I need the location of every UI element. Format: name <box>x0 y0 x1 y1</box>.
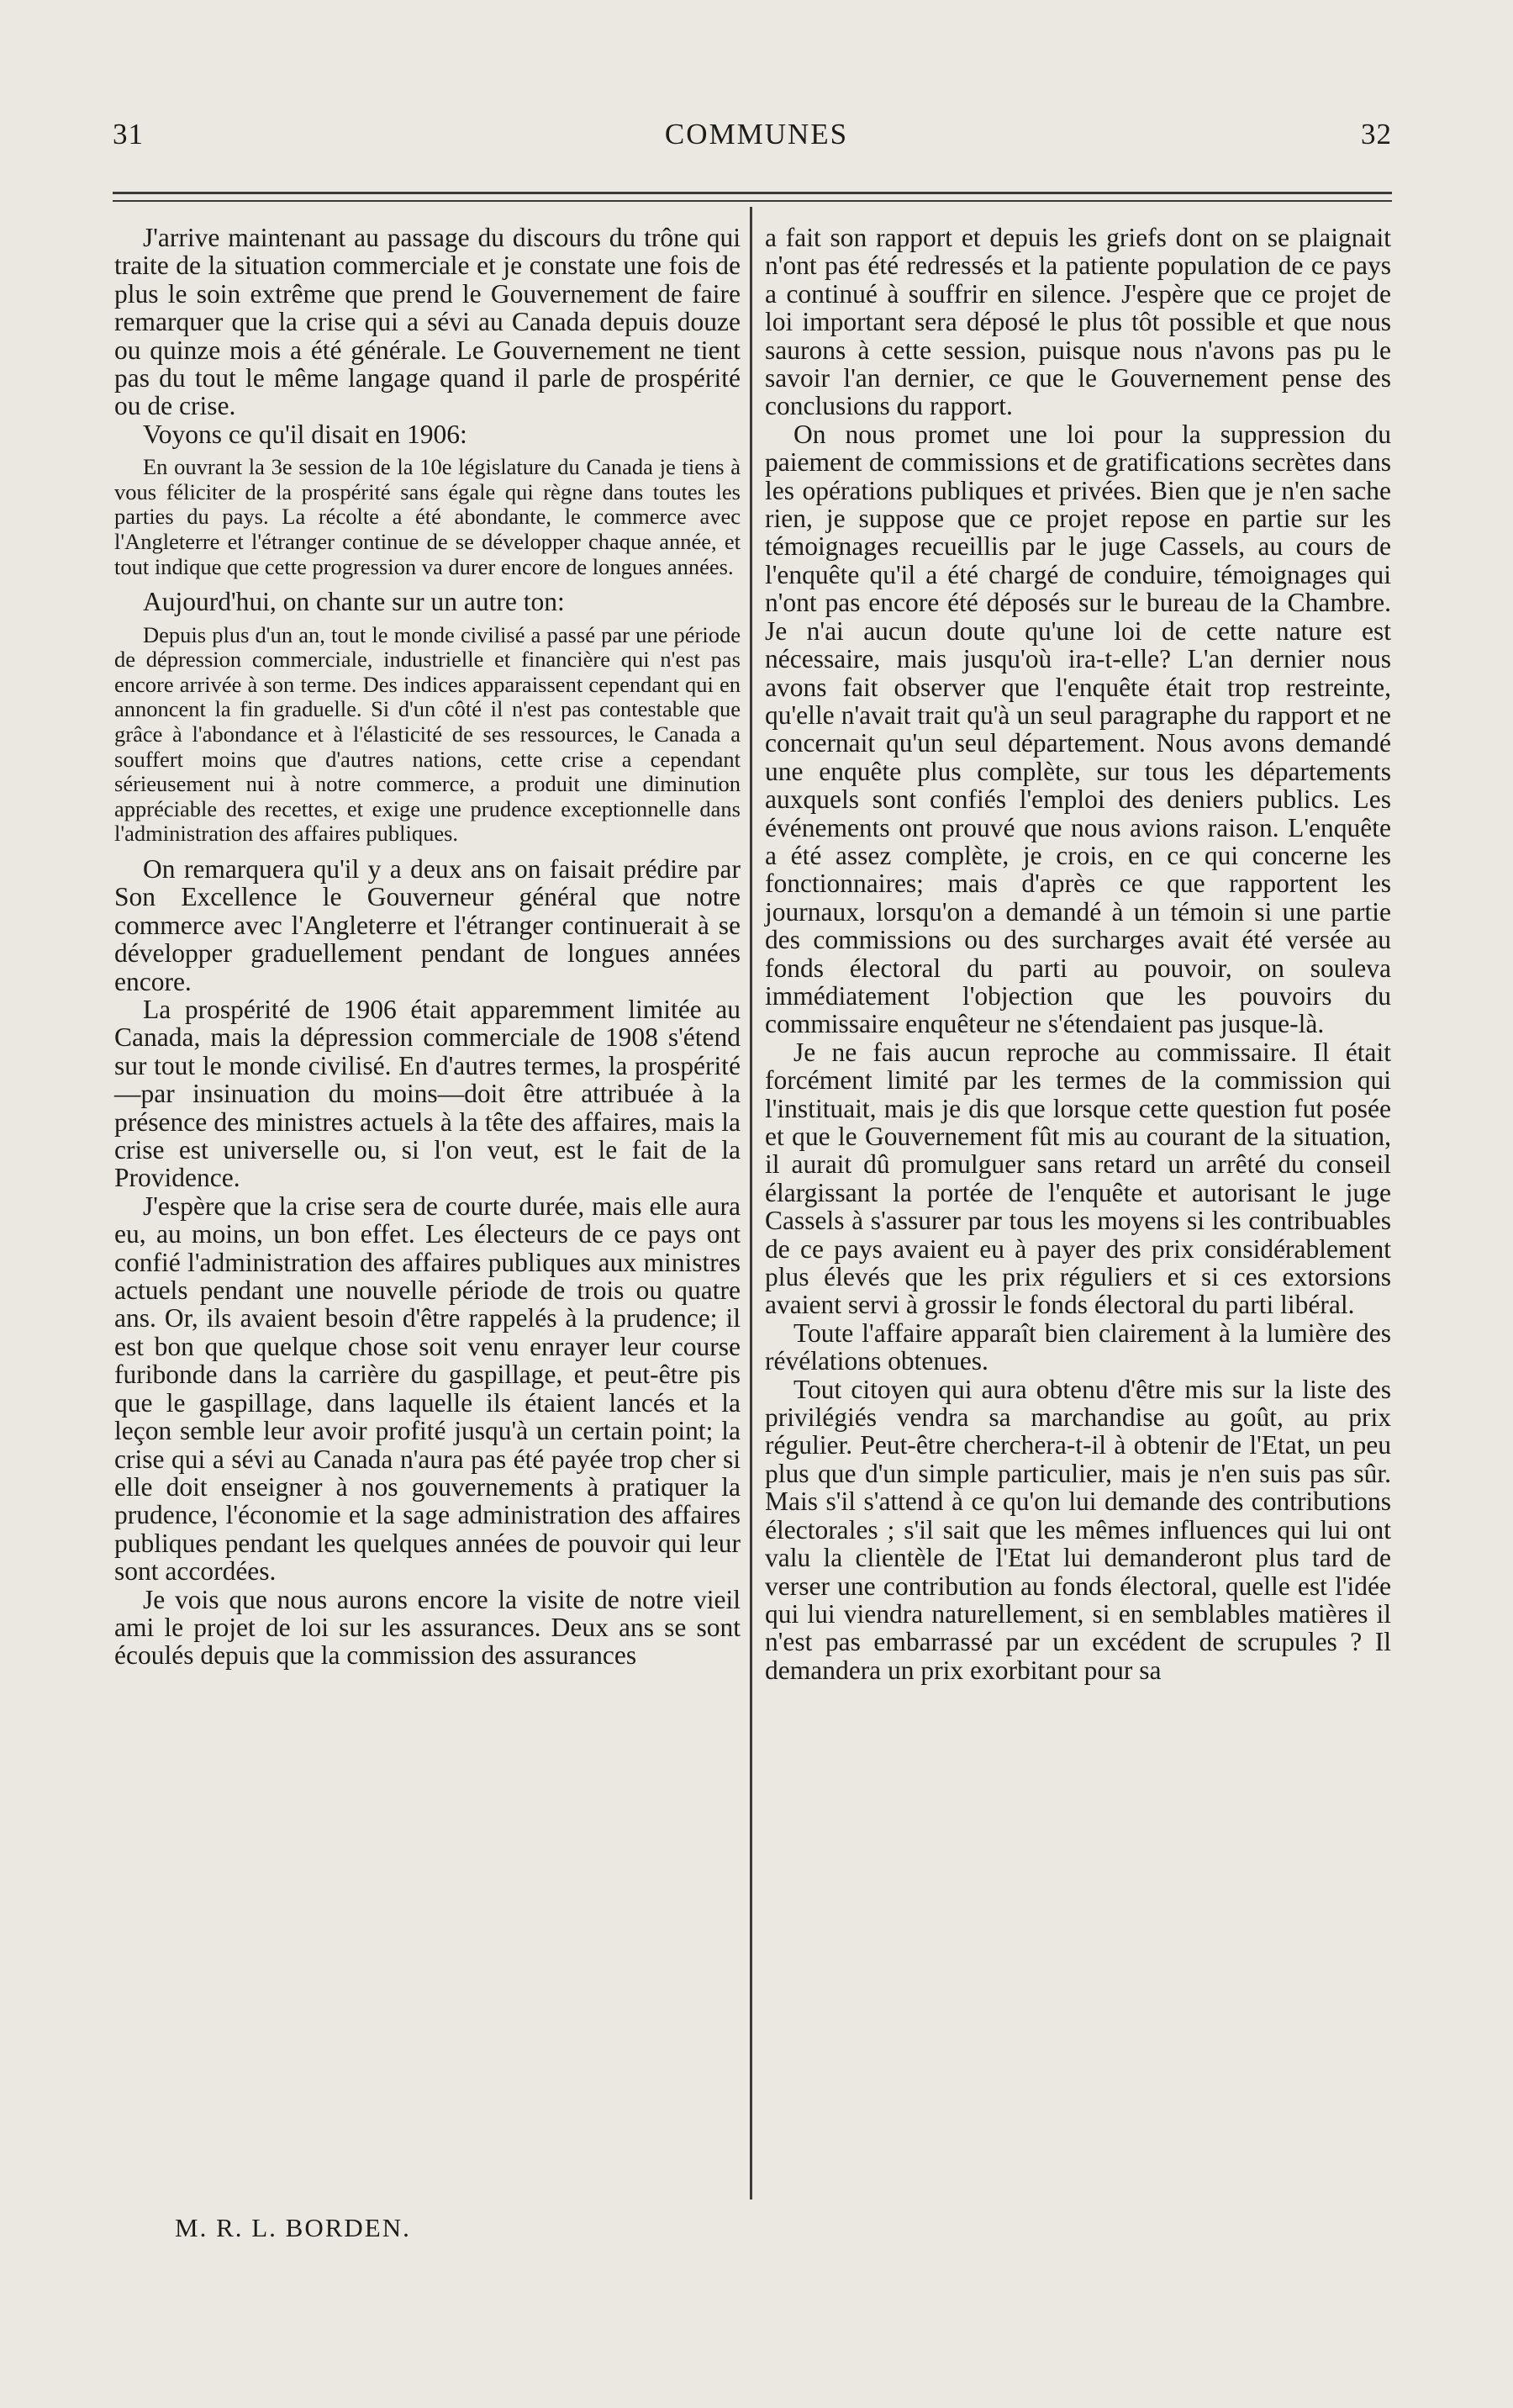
page-number-right: 32 <box>1361 118 1392 150</box>
block-quote <box>114 623 741 847</box>
paragraph: Tout citoyen qui aura obtenu d'être mis sur la liste des privilégiés vendra sa marchandise au goût, au prix régulier. Peut-être cherchera-t-il à obtenir de l'Etat, un peu plus que d'un simple particulier, mais je n'en suis pas sûr. Mais s'il s'attend à ce qu'on lui demande des contributions électorales ; s'il sait que les mêmes influences qui lui ont valu la clientèle de l'Etat lui demanderont plus tard de verser une contribution au fonds électoral, quelle est l'idée qui lui viendra naturellement, si en semblables matières il n'est pas embarrassé par un excédent de scrupules ? Il demandera un prix exorbitant pour sa <box>765 1374 1391 1685</box>
right-column <box>765 224 1391 1684</box>
paragraph: Je vois que nous aurons encore la visite de notre vieil ami le projet de loi sur les assurances. Deux ans se sont écoulés depuis que la commission des assurances <box>114 1584 741 1671</box>
paragraph: J'arrive maintenant au passage du discours du trône qui traite de la situation commerciale et je constate une fois de plus le soin extrême que prend le Gouvernement de faire remarquer que la crise qui a sévi au Canada depuis douze ou quinze mois a été générale. Le Gouvernement ne tient pas du tout le même langage quand il parle de prospérité ou de crise. <box>114 223 741 421</box>
left-column <box>114 224 741 1670</box>
paragraph: La prospérité de 1906 était apparemment limitée au Canada, mais la dépression commerciale de 1908 s'étend sur tout le monde civilisé. En d'autres termes, la prospérité —par insinuation du moins—doit être attribuée à la présence des ministres actuels à la tête des affaires, mais la crise est universelle ou, si l'on veut, est le fait de la Providence. <box>114 995 741 1193</box>
paragraph: On remarquera qu'il y a deux ans on faisait prédire par Son Excellence le Gouverneur général que notre commerce avec l'Angleterre et l'étranger continuerait à se développer graduellement pendant de longues années encore. <box>114 853 741 996</box>
column-divider <box>750 207 752 2199</box>
paragraph: On nous promet une loi pour la suppression du paiement de commissions et de gratifications secrètes dans les opérations publiques et privées. Bien que je n'en sache rien, je suppose que ce projet repose en partie sur les témoignages recueillis par le juge Cassels, au cours de l'enquête qu'il a été chargé de conduire, témoignages qui n'ont pas encore été déposés sur le bureau de la Chambre. Je n'ai aucun doute qu'une loi de cette nature est nécessaire, mais jusqu'où ira-t-elle? L'an dernier nous avons fait observer que l'enquête était trop restreinte, qu'elle n'avait trait qu'à un seul paragraphe du rapport et ne concernait qu'un seul département. Nous avons demandé une enquête plus complète, sur tous les départements auxquels sont confiés l'emploi des deniers publics. Les événements ont prouvé que nous avions raison. L'enquête a été assez complète, je crois, en ce qui concerne les fonctionnaires; mais d'après ce que rapportent les journaux, lorsqu'on a demandé à un témoin si une partie des commissions ou des surcharges avait été versée au fonds électoral du parti au pouvoir, on souleva immédiatement l'objection que les pouvoirs du commissaire enquêteur ne s'étendaient pas jusque-là. <box>765 419 1391 1039</box>
header-rule <box>113 192 1392 194</box>
paragraph: Toute l'affaire apparaît bien clairement à la lumière des révélations obtenues. <box>765 1318 1391 1376</box>
paragraph: Voyons ce qu'il disait en 1906: <box>143 419 467 449</box>
paragraph: J'espère que la crise sera de courte durée, mais elle aura eu, au moins, un bon effet. Les électeurs de ce pays ont confié l'administration des affaires publiques aux ministres actuels pendant une nouvelle période de trois ou quatre ans. Or, ils avaient besoin d'être rappelés à la prudence; il est bon que quelque chose soit venu enrayer leur course furibonde dans la carrière du gaspillage, et peut-être pis que le gaspillage, dans laquelle ils étaient lancés et la leçon semble leur avoir profité jusqu'à un certain point; la crise qui a sévi au Canada n'aura pas été payée trop cher si elle doit enseigner à nos gouvernements à pratiquer la prudence, l'économie et la sage administration des affaires publiques pendant les quelques années de pouvoir qui leur sont accordées. <box>114 1191 741 1587</box>
quote-text: En ouvrant la 3e session de la 10e législature du Canada je tiens à vous féliciter de la prospérité sans égale qui règne dans toutes les parties du pays. La récolte a été abondante, le commerce avec l'Angleterre et l'étranger continue de se développer chaque année, et tout indique que cette progression va durer encore de longues années. <box>114 454 741 579</box>
paragraph: Aujourd'hui, on chante sur un autre ton: <box>143 587 565 617</box>
speaker-footer: M. R. L. BORDEN. <box>175 2213 411 2242</box>
paragraph: Je ne fais aucun reproche au commissaire. Il était forcément limité par les termes de la commission qui l'instituait, mais je dis que lorsque cette question fut posée et que le Gouvernement fût mis au courant de la situation, il aurait dû promulguer sans retard un arrêté du conseil élargissant la portée de l'enquête et autorisant le juge Cassels à s'assurer par tous les moyens si les contribuables de ce pays avaient eu à payer des prix considérablement plus élevés que les prix réguliers et si ces extorsions avaient servi à grossir le fonds électoral du parti libéral. <box>765 1037 1391 1320</box>
header-rule-double <box>113 200 1392 202</box>
page-number-left: 31 <box>113 118 144 150</box>
block-quote <box>114 455 741 579</box>
quote-text: Depuis plus d'un an, tout le monde civilisé a passé par une période de dépression commerciale, industrielle et financière qui n'est pas encore arrivée à son terme. Des indices apparaissent cependant qui en annoncent la fin graduelle. Si d'un côté il n'est pas contestable que grâce à l'abondance et à l'élasticité de ses ressources, le Canada a souffert moins que d'autres nations, cette crise a cependant sérieusement nui à notre commerce, a produit une diminution appréciable des recettes, et exige une prudence exceptionnelle dans l'administration des affaires publiques. <box>114 621 741 847</box>
running-title: COMMUNES <box>664 118 849 150</box>
paragraph-continued: a fait son rapport et depuis les griefs dont on se plaignait n'ont pas été redressés et la patiente population de ce pays a continué à souffrir en silence. J'espère que ce projet de loi important sera déposé le plus tôt possible et que nous saurons à cette session, puisque nous n'avons pas pu le savoir l'an dernier, ce que le Gouvernement pense des conclusions du rapport. <box>765 223 1391 421</box>
